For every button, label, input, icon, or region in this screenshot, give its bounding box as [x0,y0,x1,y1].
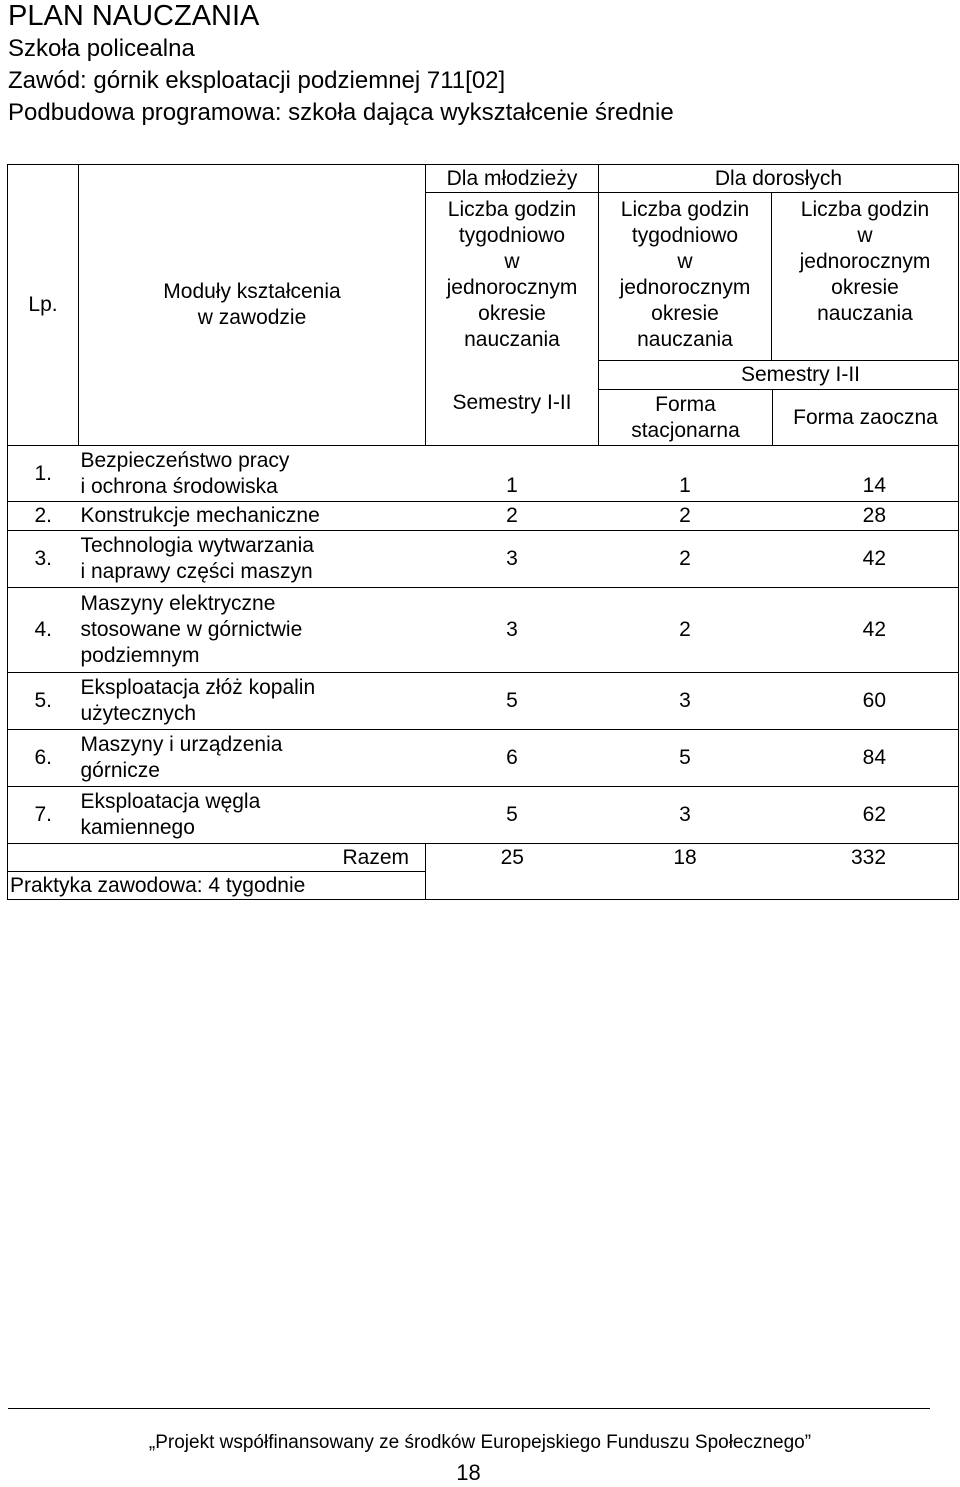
row-name-line: Eksploatacja złóż kopalin [80,676,316,699]
header-stac-hours [599,193,772,361]
header-line: jednorocznym [446,276,578,299]
row-name-line: Eksploatacja węgla [80,790,261,813]
total-zaoc: 332 [772,844,959,872]
row-name-line: Technologia wytwarzania [80,534,314,557]
row-module-name [79,531,426,588]
header-line: jednorocznym [619,276,751,299]
row-name-line: Konstrukcje mechaniczne [80,504,320,527]
practice-empty-cell [599,872,772,900]
curriculum-table [7,164,959,900]
header-line: w [857,224,873,247]
row-name-line: górnicze [80,759,160,782]
row-lp: 7. [8,787,79,844]
row-name-line: i ochrona środowiska [80,474,278,498]
header-adults: Dla dorosłych [599,165,959,193]
row-zaoc-hours: 84 [772,730,959,787]
header-line: nauczania [464,328,560,351]
header-line: okresie [478,302,546,325]
practice-note: Praktyka zawodowa: 4 tygodnie [8,872,426,900]
header-line: nauczania [637,328,733,351]
row-stac-hours: 3 [599,787,772,844]
header-line: tygodniowo [631,224,739,247]
row-stac-hours: 1 [599,446,772,502]
row-youth-hours: 2 [426,502,599,531]
header-adult-forms [599,361,959,446]
row-youth-hours: 5 [426,673,599,730]
row-zaoc-hours: 62 [772,787,959,844]
row-stac-hours: 2 [599,531,772,588]
header-youth: Dla młodzieży [426,165,599,193]
total-label: Razem [8,844,426,872]
profession: Zawód: górnik eksploatacji podziemnej 711[02] [8,67,506,94]
row-stac-hours: 5 [599,730,772,787]
practice-empty-cell [426,872,599,900]
row-zaoc-hours: 14 [772,446,959,502]
school-type: Szkoła policealna [8,35,195,62]
header-modules-line: Moduły kształcenia [163,280,341,303]
row-name-line: Maszyny i urządzenia [80,733,283,756]
footer-divider [8,1408,930,1409]
row-name-line: kamiennego [80,816,195,839]
total-stac: 18 [599,844,772,872]
row-youth-hours: 1 [426,446,599,502]
row-stac-hours: 2 [599,588,772,673]
row-name-line: podziemnym [80,644,200,667]
header-zaoc-hours [772,193,959,361]
row-lp: 5. [8,673,79,730]
row-youth-hours: 3 [426,588,599,673]
header-line: w [504,250,520,273]
row-youth-hours: 3 [426,531,599,588]
header-line: w [677,250,693,273]
total-youth: 25 [426,844,599,872]
row-module-name [79,730,426,787]
row-stac-hours: 2 [599,502,772,531]
row-zaoc-hours: 28 [772,502,959,531]
row-name-line: użytecznych [80,702,197,725]
row-zaoc-hours: 42 [772,588,959,673]
row-module-name [79,502,426,531]
header-line: okresie [831,276,899,299]
row-lp: 2. [8,502,79,531]
row-name-line: Bezpieczeństwo pracy [80,448,290,472]
row-lp: 3. [8,531,79,588]
header-youth-hours [426,193,599,361]
header-modules-line: w zawodzie [197,306,307,329]
header-youth-semesters: Semestry I-II [426,361,599,446]
row-name-line: stosowane w górnictwie [80,618,303,641]
footer-project-note: „Projekt współfinansowany ze środków Europejskiego Funduszu Społecznego” [148,1432,812,1453]
row-youth-hours: 5 [426,787,599,844]
header-line: jednorocznym [799,250,931,273]
header-line: okresie [651,302,719,325]
row-zaoc-hours: 42 [772,531,959,588]
header-line: Liczba godzin [800,198,930,221]
row-module-name [79,588,426,673]
header-line: Liczba godzin [447,198,577,221]
document-title: PLAN NAUCZANIA [8,0,260,32]
row-name-line: Maszyny elektryczne [80,592,276,615]
header-form-zaoc: Forma zaoczna [793,405,938,429]
header-form-stac [599,390,773,445]
header-line: tygodniowo [458,224,566,247]
row-zaoc-hours: 60 [772,673,959,730]
header-lp: Lp. [8,165,79,446]
header-line: nauczania [817,302,913,325]
header-line: stacjonarna [631,419,740,442]
row-name-line: i naprawy części maszyn [80,560,313,583]
header-adult-semesters: Semestry I-II [599,361,958,390]
row-lp: 4. [8,588,79,673]
row-module-name [79,446,426,502]
row-stac-hours: 3 [599,673,772,730]
header-modules [79,165,426,446]
curriculum-basis: Podbudowa programowa: szkoła dająca wykształcenie średnie [8,99,674,126]
practice-empty-cell [772,872,959,900]
page-number: 18 [456,1460,481,1485]
row-lp: 1. [8,446,79,502]
row-module-name [79,673,426,730]
header-line: Forma [655,393,716,416]
row-youth-hours: 6 [426,730,599,787]
row-lp: 6. [8,730,79,787]
header-line: Liczba godzin [620,198,750,221]
row-module-name [79,787,426,844]
